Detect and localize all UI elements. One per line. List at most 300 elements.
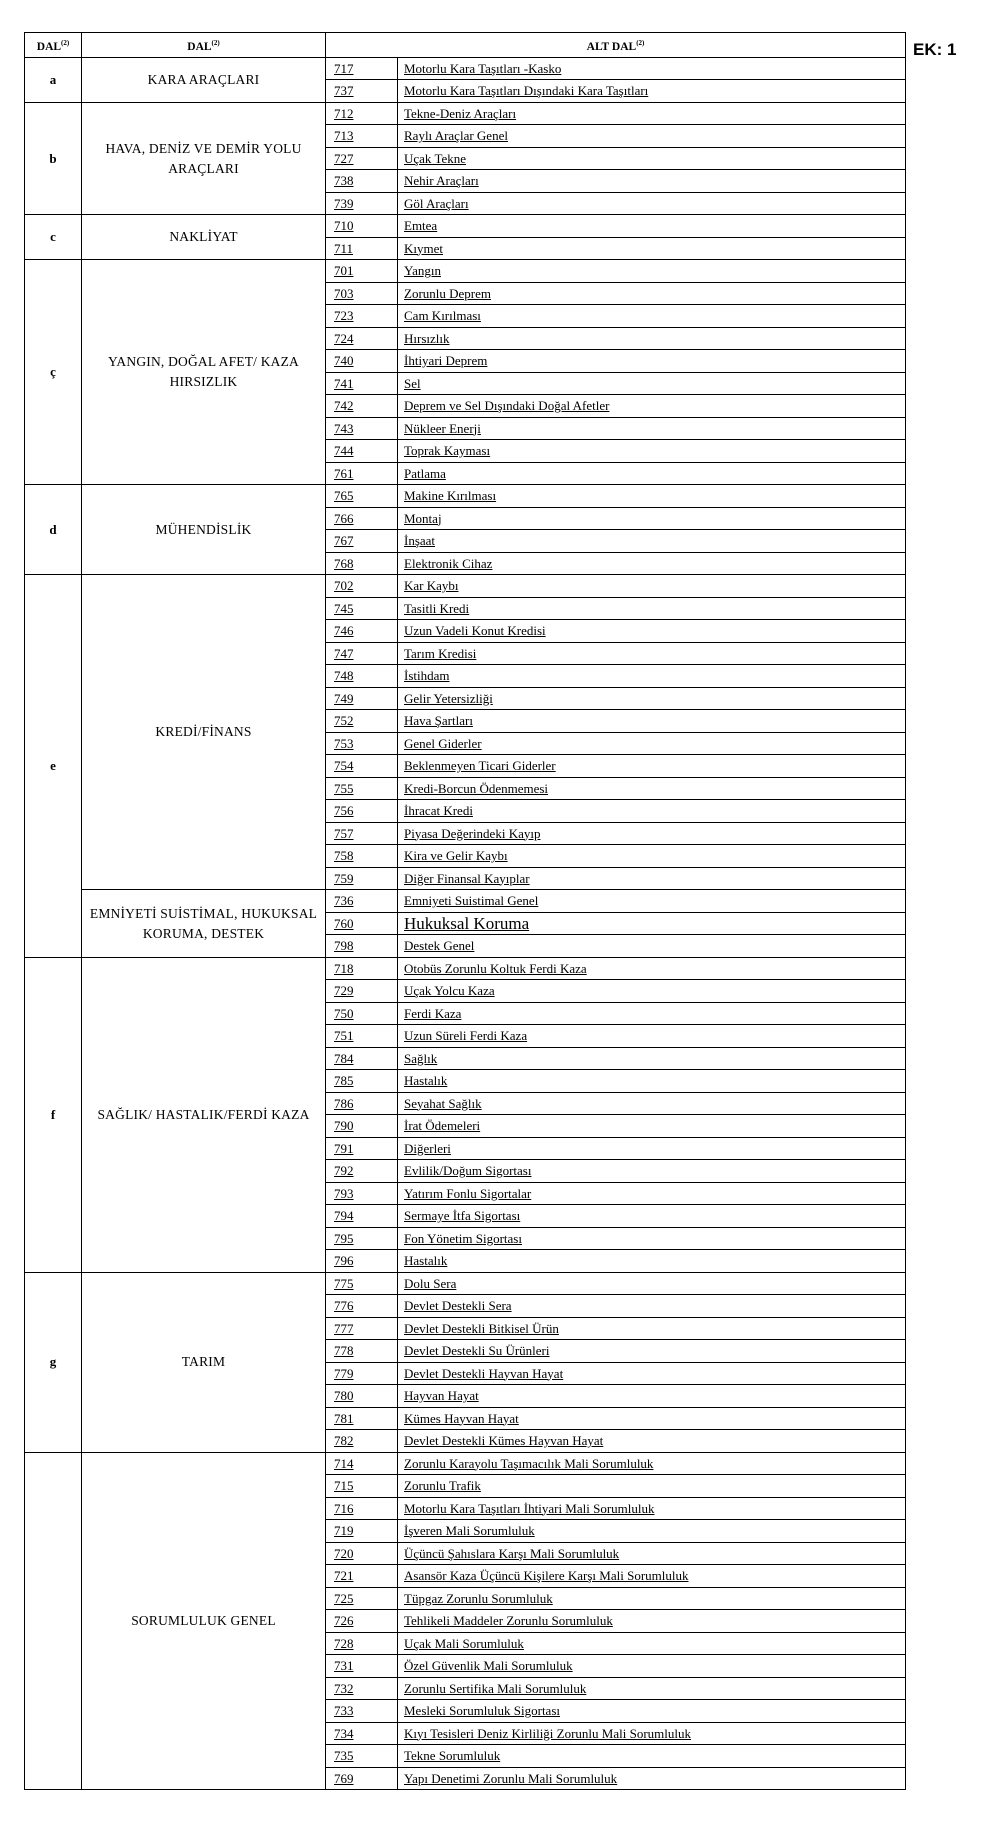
- dal-letter: ç: [25, 260, 82, 485]
- alt-dal-name-text: Devlet Destekli Su Ürünleri: [404, 1343, 550, 1359]
- alt-dal-code-text: 729: [334, 983, 354, 999]
- alt-dal-code: [326, 260, 398, 283]
- header-dal-text: DAL: [187, 40, 212, 53]
- alt-dal-code: [326, 215, 398, 238]
- alt-dal-code: [326, 327, 398, 350]
- alt-dal-name-text: Deprem ve Sel Dışındaki Doğal Afetler: [404, 398, 610, 414]
- alt-dal-code-text: 796: [334, 1253, 354, 1269]
- alt-dal-code-text: 714: [334, 1455, 354, 1471]
- dal-letter: a: [25, 57, 82, 102]
- alt-dal-code-text: 752: [334, 713, 354, 729]
- alt-dal-name: [398, 1317, 906, 1340]
- alt-dal-name-text: Uçak Tekne: [404, 150, 467, 166]
- alt-dal-name-text: Göl Araçları: [404, 195, 469, 211]
- alt-dal-code-text: 758: [334, 848, 354, 864]
- alt-dal-name-text: Tekne Sorumluluk: [404, 1748, 501, 1764]
- header-dal-letter-text: DAL: [36, 40, 62, 53]
- alt-dal-code-text: 756: [334, 803, 354, 819]
- alt-dal-name: [398, 1655, 906, 1678]
- alt-dal-name-text: Üçüncü Şahıslara Karşı Mali Sorumluluk: [404, 1545, 620, 1561]
- alt-dal-code-text: 747: [334, 645, 354, 661]
- alt-dal-code: [326, 57, 398, 80]
- alt-dal-name: [398, 980, 906, 1003]
- dal-letter: b: [25, 102, 82, 215]
- alt-dal-code-text: 755: [334, 780, 354, 796]
- alt-dal-name-text: Tasitli Kredi: [404, 600, 470, 616]
- alt-dal-code: [326, 372, 398, 395]
- alt-dal-name-text: Hırsızlık: [404, 330, 450, 346]
- alt-dal-name: [398, 1520, 906, 1543]
- alt-dal-name-text: Kümes Hayvan Hayat: [404, 1410, 519, 1426]
- alt-dal-name: [398, 530, 906, 553]
- alt-dal-code: [326, 1452, 398, 1475]
- alt-dal-code: [326, 237, 398, 260]
- alt-dal-code: [326, 1092, 398, 1115]
- alt-dal-code: [326, 687, 398, 710]
- alt-dal-code: [326, 350, 398, 373]
- alt-dal-name: [398, 755, 906, 778]
- alt-dal-name-text: Kredi-Borcun Ödenmemesi: [404, 780, 549, 796]
- alt-dal-code-text: 785: [334, 1073, 354, 1089]
- alt-dal-code-text: 781: [334, 1410, 354, 1426]
- alt-dal-code: [326, 462, 398, 485]
- alt-dal-name: [398, 822, 906, 845]
- alt-dal-code-text: 767: [334, 533, 354, 549]
- alt-dal-name-text: Uzun Vadeli Konut Kredisi: [404, 623, 546, 639]
- alt-dal-code-text: 731: [334, 1658, 354, 1674]
- alt-dal-name-text: Zorunlu Karayolu Taşımacılık Mali Sorumluluk: [404, 1455, 654, 1471]
- alt-dal-code-text: 784: [334, 1050, 354, 1066]
- alt-dal-code-text: 712: [334, 105, 354, 121]
- alt-dal-name-text: Toprak Kayması: [404, 443, 491, 459]
- alt-dal-name-text: Motorlu Kara Taşıtları Dışındaki Kara Taşıtları: [404, 83, 649, 99]
- alt-dal-code-text: 794: [334, 1208, 354, 1224]
- alt-dal-code-text: 779: [334, 1365, 354, 1381]
- footnote-marker: (2): [636, 39, 645, 47]
- alt-dal-code-text: 786: [334, 1095, 354, 1111]
- alt-dal-name-text: Emtea: [404, 218, 438, 234]
- alt-dal-name: [398, 575, 906, 598]
- alt-dal-code: [326, 665, 398, 688]
- table-row: [25, 215, 906, 238]
- alt-dal-code-text: 713: [334, 128, 354, 144]
- alt-dal-name-text: İşveren Mali Sorumluluk: [404, 1523, 535, 1539]
- table-row: [25, 575, 906, 598]
- alt-dal-name-text: İhtiyari Deprem: [404, 353, 488, 369]
- alt-dal-name: [398, 1632, 906, 1655]
- alt-dal-code: [326, 1317, 398, 1340]
- alt-dal-code-text: 735: [334, 1748, 354, 1764]
- alt-dal-name-text: Uçak Yolcu Kaza: [404, 983, 495, 999]
- alt-dal-name-text: Kira ve Gelir Kaybı: [404, 848, 508, 864]
- alt-dal-code: [326, 1700, 398, 1723]
- alt-dal-name: [398, 1767, 906, 1790]
- alt-dal-name-text: Hastalık: [404, 1073, 448, 1089]
- alt-dal-name-text: Tekne-Deniz Araçları: [404, 105, 517, 121]
- alt-dal-name-text: Gelir Yetersizliği: [404, 690, 493, 706]
- dal-name: KREDİ/FİNANS: [82, 575, 326, 890]
- alt-dal-name: [398, 800, 906, 823]
- alt-dal-code-text: 795: [334, 1230, 354, 1246]
- alt-dal-name-text: Piyasa Değerindeki Kayıp: [404, 825, 541, 841]
- alt-dal-code-text: 760: [334, 915, 354, 931]
- alt-dal-code-text: 715: [334, 1478, 354, 1494]
- alt-dal-code: [326, 1385, 398, 1408]
- alt-dal-name: [398, 237, 906, 260]
- alt-dal-code: [326, 485, 398, 508]
- alt-dal-code: [326, 305, 398, 328]
- alt-dal-code: [326, 1227, 398, 1250]
- dal-name: MÜHENDİSLİK: [82, 485, 326, 575]
- alt-dal-code: [326, 1655, 398, 1678]
- alt-dal-name-text: Hava Şartları: [404, 713, 473, 729]
- alt-dal-code: [326, 1722, 398, 1745]
- alt-dal-code-text: 724: [334, 330, 354, 346]
- dal-name: NAKLİYAT: [82, 215, 326, 260]
- alt-dal-name: [398, 1497, 906, 1520]
- alt-dal-code: [326, 507, 398, 530]
- alt-dal-code-text: 793: [334, 1185, 354, 1201]
- alt-dal-code-text: 733: [334, 1703, 354, 1719]
- table-row: [25, 1272, 906, 1295]
- alt-dal-name-text: Devlet Destekli Kümes Hayvan Hayat: [404, 1433, 604, 1449]
- alt-dal-name-text: Hastalık: [404, 1253, 448, 1269]
- alt-dal-code: [326, 80, 398, 103]
- alt-dal-code-text: 746: [334, 623, 354, 639]
- alt-dal-name: [398, 597, 906, 620]
- alt-dal-code: [326, 282, 398, 305]
- alt-dal-name-text: Makine Kırılması: [404, 488, 497, 504]
- alt-dal-name: [398, 1430, 906, 1453]
- alt-dal-name-text: Motorlu Kara Taşıtları -Kasko: [404, 60, 562, 76]
- alt-dal-code: [326, 192, 398, 215]
- alt-dal-code-text: 792: [334, 1163, 354, 1179]
- alt-dal-code: [326, 1272, 398, 1295]
- alt-dal-code-text: 727: [334, 150, 354, 166]
- alt-dal-code: [326, 1340, 398, 1363]
- alt-dal-name: [398, 192, 906, 215]
- alt-dal-code-text: 761: [334, 465, 354, 481]
- alt-dal-name-text: Diğer Finansal Kayıplar: [404, 870, 530, 886]
- alt-dal-name: [398, 1272, 906, 1295]
- alt-dal-name: [398, 1452, 906, 1475]
- alt-dal-name: [398, 485, 906, 508]
- alt-dal-code: [326, 417, 398, 440]
- alt-dal-name-text: Nükleer Enerji: [404, 420, 481, 436]
- alt-dal-name: [398, 1407, 906, 1430]
- alt-dal-name: [398, 642, 906, 665]
- alt-dal-code-text: 780: [334, 1388, 354, 1404]
- alt-dal-code: [326, 102, 398, 125]
- alt-dal-name: [398, 1565, 906, 1588]
- alt-dal-name: [398, 57, 906, 80]
- alt-dal-code: [326, 755, 398, 778]
- alt-dal-code: [326, 957, 398, 980]
- alt-dal-name-text: Sağlık: [404, 1050, 438, 1066]
- table-row: [25, 102, 906, 125]
- alt-dal-code: [326, 1542, 398, 1565]
- alt-dal-name: [398, 1137, 906, 1160]
- alt-dal-name: [398, 1070, 906, 1093]
- table-row: [25, 485, 906, 508]
- alt-dal-name-text: Elektronik Cihaz: [404, 555, 493, 571]
- alt-dal-code: [326, 1002, 398, 1025]
- alt-dal-name: [398, 620, 906, 643]
- alt-dal-code: [326, 1182, 398, 1205]
- alt-dal-code-text: 723: [334, 308, 354, 324]
- alt-dal-name-text: Raylı Araçlar Genel: [404, 128, 508, 144]
- footnote-marker: (2): [61, 39, 70, 47]
- alt-dal-name: [398, 1475, 906, 1498]
- alt-dal-name-text: Dolu Sera: [404, 1275, 457, 1291]
- alt-dal-name-text: Devlet Destekli Sera: [404, 1298, 512, 1314]
- alt-dal-code-text: 725: [334, 1590, 354, 1606]
- alt-dal-name: [398, 1025, 906, 1048]
- alt-dal-code: [326, 1070, 398, 1093]
- alt-dal-code-text: 791: [334, 1140, 354, 1156]
- alt-dal-name: [398, 1250, 906, 1273]
- alt-dal-code: [326, 1430, 398, 1453]
- alt-dal-name: [398, 350, 906, 373]
- alt-dal-code-text: 728: [334, 1635, 354, 1651]
- alt-dal-code: [326, 1295, 398, 1318]
- alt-dal-name-text: Ferdi Kaza: [404, 1005, 462, 1021]
- alt-dal-name: [398, 552, 906, 575]
- table-row: [25, 57, 906, 80]
- alt-dal-code-text: 717: [334, 60, 354, 76]
- alt-dal-code-text: 703: [334, 285, 354, 301]
- dal-letter: d: [25, 485, 82, 575]
- alt-dal-code: [326, 1520, 398, 1543]
- alt-dal-code-text: 768: [334, 555, 354, 571]
- alt-dal-code: [326, 1475, 398, 1498]
- alt-dal-code: [326, 575, 398, 598]
- alt-dal-code: [326, 530, 398, 553]
- alt-dal-name-text: Montaj: [404, 510, 442, 526]
- alt-dal-code: [326, 1587, 398, 1610]
- alt-dal-code-text: 737: [334, 83, 354, 99]
- alt-dal-code: [326, 440, 398, 463]
- alt-dal-code-text: 751: [334, 1028, 354, 1044]
- alt-dal-name: [398, 1115, 906, 1138]
- alt-dal-code: [326, 710, 398, 733]
- alt-dal-code-text: 798: [334, 938, 354, 954]
- alt-dal-code: [326, 935, 398, 958]
- alt-dal-name: [398, 1160, 906, 1183]
- alt-dal-name: [398, 732, 906, 755]
- alt-dal-name-text: Yatırım Fonlu Sigortalar: [404, 1185, 532, 1201]
- alt-dal-code-text: 721: [334, 1568, 354, 1584]
- alt-dal-name: [398, 1700, 906, 1723]
- alt-dal-name-text: Seyahat Sağlık: [404, 1095, 482, 1111]
- alt-dal-name-text: Diğerleri: [404, 1140, 451, 1156]
- alt-dal-code-text: 749: [334, 690, 354, 706]
- table-header-row: [25, 33, 906, 58]
- alt-dal-name: [398, 102, 906, 125]
- alt-dal-name: [398, 1092, 906, 1115]
- header-dal-letter: [25, 33, 82, 58]
- dal-name: HAVA, DENİZ VE DEMİR YOLU ARAÇLARI: [82, 102, 326, 215]
- alt-dal-name-text: Beklenmeyen Ticari Giderler: [404, 758, 556, 774]
- alt-dal-name-text: Yangın: [404, 263, 441, 279]
- alt-dal-code: [326, 912, 398, 935]
- alt-dal-code-text: 736: [334, 893, 354, 909]
- alt-dal-name-text: Devlet Destekli Bitkisel Ürün: [404, 1320, 559, 1336]
- alt-dal-code-text: 711: [334, 240, 354, 256]
- alt-dal-code: [326, 642, 398, 665]
- alt-dal-code-text: 739: [334, 195, 354, 211]
- alt-dal-name-text: Genel Giderler: [404, 735, 482, 751]
- alt-dal-code: [326, 1407, 398, 1430]
- alt-dal-code: [326, 890, 398, 913]
- alt-dal-name-text: Motorlu Kara Taşıtları İhtiyari Mali Sorumluluk: [404, 1500, 655, 1516]
- alt-dal-name: [398, 417, 906, 440]
- alt-dal-code: [326, 732, 398, 755]
- alt-dal-code: [326, 1677, 398, 1700]
- alt-dal-code-text: 750: [334, 1005, 354, 1021]
- alt-dal-code: [326, 1362, 398, 1385]
- alt-dal-code-text: 790: [334, 1118, 354, 1134]
- alt-dal-code-text: 702: [334, 578, 354, 594]
- alt-dal-name-text: İnşaat: [404, 533, 436, 549]
- alt-dal-name-text: Yapı Denetimi Zorunlu Mali Sorumluluk: [404, 1770, 618, 1786]
- alt-dal-name: [398, 867, 906, 890]
- alt-dal-name: [398, 282, 906, 305]
- insurance-branch-table: [24, 32, 906, 1790]
- table-row: [25, 957, 906, 980]
- alt-dal-code-text: 782: [334, 1433, 354, 1449]
- alt-dal-name-text: Cam Kırılması: [404, 308, 481, 324]
- alt-dal-name: [398, 372, 906, 395]
- alt-dal-code-text: 777: [334, 1320, 354, 1336]
- dal-name: TARIM: [82, 1272, 326, 1452]
- alt-dal-code-text: 778: [334, 1343, 354, 1359]
- dal-name: EMNİYETİ SUİSTİMAL, HUKUKSAL KORUMA, DESTEK: [82, 890, 326, 958]
- alt-dal-name-text: Fon Yönetim Sigortası: [404, 1230, 522, 1246]
- alt-dal-name: [398, 215, 906, 238]
- alt-dal-code-text: 744: [334, 443, 354, 459]
- alt-dal-code: [326, 1497, 398, 1520]
- alt-dal-name: [398, 260, 906, 283]
- alt-dal-code-text: 748: [334, 668, 354, 684]
- alt-dal-name: [398, 327, 906, 350]
- alt-dal-code: [326, 1205, 398, 1228]
- dal-letter: e: [25, 575, 82, 958]
- alt-dal-name: [398, 147, 906, 170]
- alt-dal-code-text: 745: [334, 600, 354, 616]
- header-alt-dal-text: ALT DAL: [586, 40, 637, 53]
- alt-dal-code-text: 738: [334, 173, 354, 189]
- alt-dal-code: [326, 1047, 398, 1070]
- alt-dal-name: [398, 1745, 906, 1768]
- alt-dal-code-text: 734: [334, 1725, 354, 1741]
- alt-dal-name-text: Hayvan Hayat: [404, 1388, 479, 1404]
- alt-dal-name-text: Hukuksal Koruma: [404, 913, 530, 933]
- alt-dal-code-text: 732: [334, 1680, 354, 1696]
- alt-dal-code: [326, 395, 398, 418]
- alt-dal-code: [326, 1115, 398, 1138]
- alt-dal-name: [398, 462, 906, 485]
- alt-dal-name: [398, 80, 906, 103]
- alt-dal-code: [326, 1632, 398, 1655]
- alt-dal-name-text: Zorunlu Sertifika Mali Sorumluluk: [404, 1680, 587, 1696]
- alt-dal-name: [398, 1722, 906, 1745]
- alt-dal-name-text: Özel Güvenlik Mali Sorumluluk: [404, 1658, 573, 1674]
- alt-dal-code: [326, 1160, 398, 1183]
- footnote-marker: (2): [211, 39, 220, 47]
- alt-dal-name: [398, 710, 906, 733]
- alt-dal-name: [398, 170, 906, 193]
- alt-dal-name: [398, 687, 906, 710]
- alt-dal-code: [326, 620, 398, 643]
- alt-dal-code: [326, 980, 398, 1003]
- alt-dal-code-text: 720: [334, 1545, 354, 1561]
- alt-dal-name-text: Zorunlu Deprem: [404, 285, 492, 301]
- alt-dal-name: [398, 1340, 906, 1363]
- alt-dal-name-text: İrat Ödemeleri: [404, 1118, 481, 1134]
- alt-dal-code-text: 719: [334, 1523, 354, 1539]
- alt-dal-name: [398, 665, 906, 688]
- dal-letter: g: [25, 1272, 82, 1452]
- alt-dal-name: [398, 1205, 906, 1228]
- alt-dal-name: [398, 845, 906, 868]
- alt-dal-code-text: 740: [334, 353, 354, 369]
- alt-dal-code-text: 701: [334, 263, 354, 279]
- alt-dal-name: [398, 1587, 906, 1610]
- table-row: [25, 260, 906, 283]
- alt-dal-code: [326, 125, 398, 148]
- alt-dal-name-text: Devlet Destekli Hayvan Hayat: [404, 1365, 564, 1381]
- alt-dal-name-text: Kıymet: [404, 240, 443, 256]
- dal-name: SORUMLULUK GENEL: [82, 1452, 326, 1790]
- alt-dal-code-text: 710: [334, 218, 354, 234]
- alt-dal-name-text: Uzun Süreli Ferdi Kaza: [404, 1028, 528, 1044]
- alt-dal-name: [398, 890, 906, 913]
- alt-dal-name: [398, 912, 906, 935]
- annex-label: EK: 1: [913, 40, 957, 59]
- alt-dal-code-text: 757: [334, 825, 354, 841]
- alt-dal-code-text: 716: [334, 1500, 354, 1516]
- alt-dal-code-text: 741: [334, 375, 354, 391]
- alt-dal-code: [326, 552, 398, 575]
- header-dal: [82, 33, 326, 58]
- alt-dal-code-text: 765: [334, 488, 354, 504]
- alt-dal-name-text: Asansör Kaza Üçüncü Kişilere Karşı Mali Sorumluluk: [404, 1568, 689, 1584]
- alt-dal-name: [398, 1542, 906, 1565]
- dal-letter: c: [25, 215, 82, 260]
- alt-dal-name-text: Kar Kaybı: [404, 578, 459, 594]
- alt-dal-code: [326, 170, 398, 193]
- alt-dal-name: [398, 395, 906, 418]
- table-row: [25, 890, 906, 913]
- alt-dal-code: [326, 1610, 398, 1633]
- alt-dal-name: [398, 957, 906, 980]
- dal-name: SAĞLIK/ HASTALIK/FERDİ KAZA: [82, 957, 326, 1272]
- alt-dal-code-text: 726: [334, 1613, 354, 1629]
- alt-dal-name: [398, 1610, 906, 1633]
- alt-dal-code-text: 718: [334, 960, 354, 976]
- alt-dal-code-text: 743: [334, 420, 354, 436]
- alt-dal-code: [326, 777, 398, 800]
- alt-dal-name-text: Emniyeti Suistimal Genel: [404, 893, 539, 909]
- alt-dal-code: [326, 867, 398, 890]
- alt-dal-name: [398, 440, 906, 463]
- alt-dal-name: [398, 1002, 906, 1025]
- alt-dal-code-text: 776: [334, 1298, 354, 1314]
- alt-dal-name-text: Sermaye İtfa Sigortası: [404, 1208, 521, 1224]
- alt-dal-name-text: Tarım Kredisi: [404, 645, 477, 661]
- alt-dal-name: [398, 777, 906, 800]
